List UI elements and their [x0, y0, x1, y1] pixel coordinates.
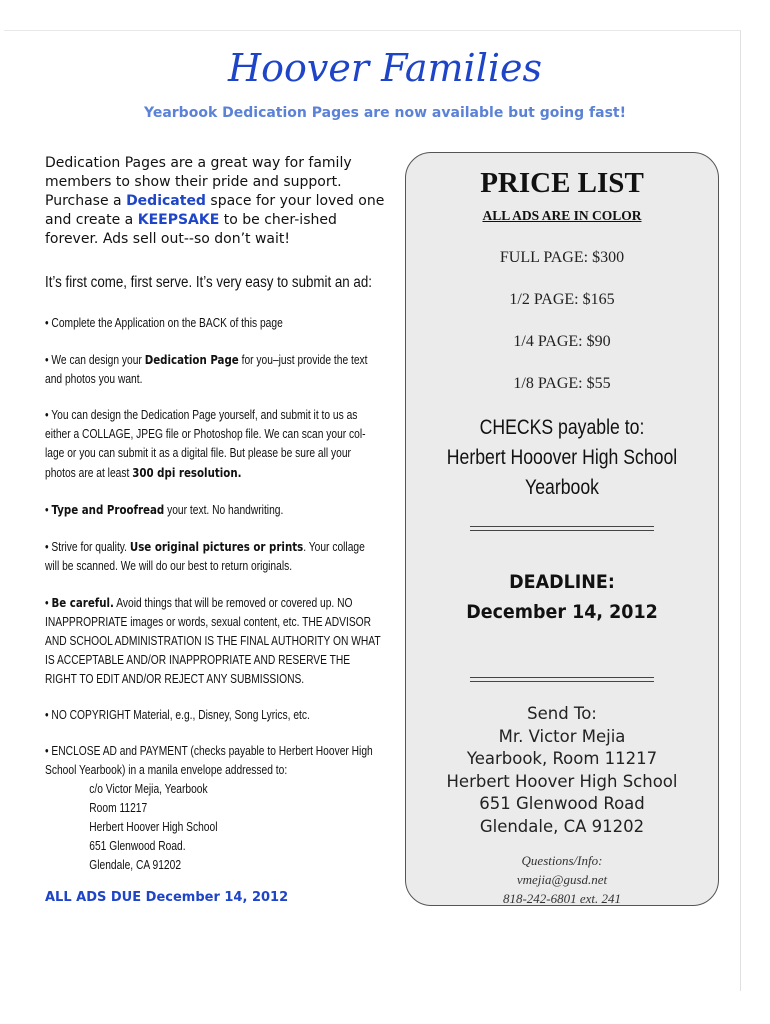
intro-text-3: to be cher-ished forever. Ads sell out--so don’t wait!	[45, 212, 337, 247]
intro-paragraph	[45, 154, 390, 249]
price-half-page: 1/2 PAGE: $165	[509, 291, 615, 308]
divider	[470, 677, 654, 682]
price-list-subtitle: ALL ADS ARE IN COLOR	[482, 208, 642, 223]
bullet-text: . Your collage will be scanned. We will do our best to return originals.	[45, 540, 365, 573]
price-list-title: PRICE LIST	[480, 167, 644, 199]
send-to-line: 651 Glenwood Road	[479, 794, 645, 813]
bullet-enclose	[45, 742, 381, 875]
info-line: Questions/Info:	[521, 853, 603, 868]
deadline-label: DEADLINE:	[509, 571, 615, 593]
send-to-address	[406, 703, 718, 838]
bullet-application: • Complete the Application on the BACK of this page	[45, 316, 283, 330]
bullet-text: Avoid things that will be removed or covered up. NO INAPPROPRIATE images or words, sexual content, etc. THE ADVISOR AND SCHOOL ADMINISTRATION IS THE FINAL AUTHORITY ON WHAT IS ACCEPTABLE AND/OR INAPPROPRIATE AND RESERVE THE RIGHT TO EDIT AND/OR REJECT ANY SUBMISSIONS.	[45, 596, 381, 686]
page-title: Hoover Families	[227, 46, 543, 90]
bullet-text: • ENCLOSE AD and PAYMENT (checks payable to Herbert Hoover High School Yearbook) in a manila envelope addressed to:	[45, 744, 373, 777]
address-line: Glendale, CA 91202	[89, 858, 182, 872]
price-eighth-page: 1/8 PAGE: $55	[513, 375, 611, 392]
bullet-text: for you–just provide the text and photos you want.	[45, 353, 368, 386]
address-line: Room 11217	[89, 801, 148, 815]
first-come-heading: It’s first come, first serve. It’s very easy to submit an ad:	[45, 274, 372, 291]
address-line: 651 Glenwood Road.	[89, 839, 186, 853]
send-to-line: Glendale, CA 91202	[479, 816, 645, 836]
page-subtitle: Yearbook Dedication Pages are now available but going fast!	[143, 105, 626, 121]
checks-line: CHECKS payable to:	[479, 416, 645, 439]
checks-payable	[431, 413, 693, 503]
intro-text-1: Dedication Pages are a great way for family members to show their pride and support. Purchase a	[45, 155, 352, 209]
bullet-bold: Dedication Page	[144, 352, 239, 367]
bullet-text: •	[45, 503, 52, 517]
intro-text-2: space for your loved one and create a	[45, 193, 385, 228]
bullet-careful	[45, 593, 381, 689]
bullet-text: • You can design the Dedication Page yourself, and submit it to us as either a COLLAGE, JPEG file or Photoshop file. We can scan your col-lage or you can submit it as a digital file. But please be sure all your photos are at least	[45, 408, 366, 480]
send-to-line: Yearbook, Room 11217	[466, 749, 658, 768]
instructions	[45, 274, 390, 875]
intro-keyword-dedicated: Dedicated	[126, 193, 206, 209]
send-to-line: Herbert Hoover High School	[446, 771, 678, 791]
mailing-address	[45, 780, 381, 875]
bullet-bold: Type and Proofread	[51, 502, 165, 517]
contact-info	[406, 851, 718, 908]
due-date-note: ALL ADS DUE December 14, 2012	[45, 890, 289, 905]
send-to-line: Send To:	[527, 704, 597, 723]
bullet-we-design	[45, 350, 381, 389]
bullet-text: • Strive for quality.	[45, 540, 130, 554]
bullet-text: •	[45, 596, 52, 610]
bullet-text: your text. No handwriting.	[164, 503, 284, 517]
info-email: vmejia@gusd.net	[516, 872, 608, 887]
bullet-quality	[45, 537, 381, 576]
bullet-bold: Use original pictures or prints	[129, 539, 304, 554]
deadline	[418, 567, 705, 627]
bullet-text: • We can design your	[45, 353, 145, 367]
divider	[470, 526, 654, 531]
address-line: c/o Victor Mejia, Yearbook	[89, 782, 208, 796]
deadline-date: December 14, 2012	[466, 601, 658, 623]
price-list-panel	[405, 152, 719, 906]
bullet-you-design	[45, 406, 381, 483]
intro-keyword-keepsake: KEEPSAKE	[137, 212, 220, 228]
checks-payee: Herbert Hooover High School Yearbook	[446, 446, 678, 499]
address-line: Herbert Hoover High School	[89, 820, 218, 834]
bullet-proofread	[45, 500, 381, 520]
bullet-bold: 300 dpi resolution.	[132, 465, 242, 480]
bullet-bold: Be careful.	[51, 595, 114, 610]
info-phone: 818-242-6801 ext. 241	[502, 891, 622, 906]
price-full-page: FULL PAGE: $300	[499, 249, 625, 266]
bullet-copyright: • NO COPYRIGHT Material, e.g., Disney, Song Lyrics, etc.	[45, 708, 310, 722]
price-quarter-page: 1/4 PAGE: $90	[513, 333, 611, 350]
send-to-line: Mr. Victor Mejia	[498, 726, 626, 746]
